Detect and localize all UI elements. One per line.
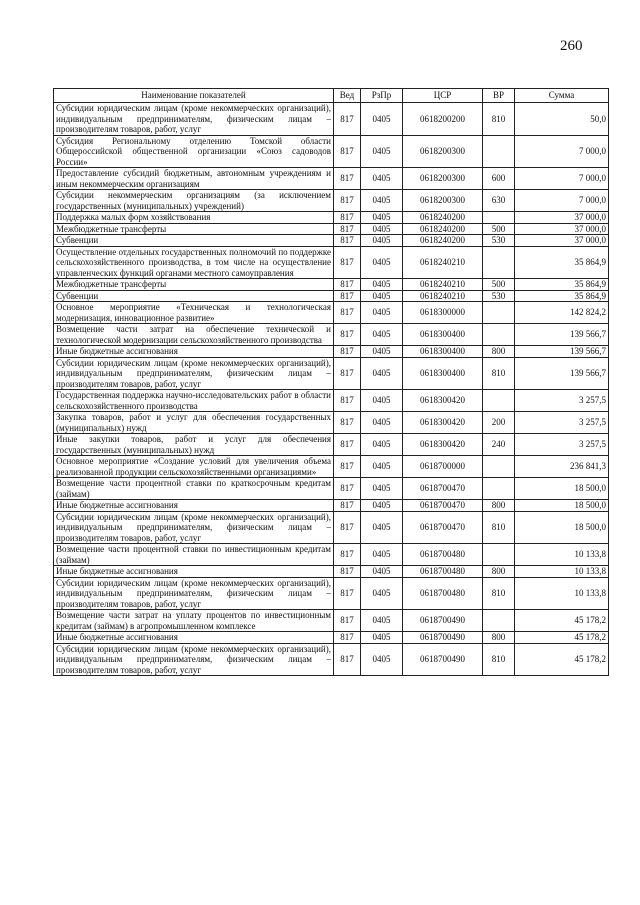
cell-vr: 530 [483,235,515,247]
table-row [54,324,609,346]
table-row [54,246,609,279]
cell-rzpr: 0405 [361,346,403,358]
cell-rzpr: 0405 [361,456,403,478]
cell-vr: 530 [483,290,515,302]
table-header-row [54,89,609,103]
cell-ved: 817 [334,212,361,224]
table-row [54,511,609,544]
table-row [54,434,609,456]
table-row [54,302,609,324]
cell-csr: 0618300400 [403,346,483,358]
table-row [54,500,609,512]
table-row [54,610,609,632]
cell-ved: 817 [334,302,361,324]
cell-ved: 817 [334,135,361,168]
cell-name: Субсидии юридическим лицам (кроме некоммерческих организаций), индивидуальным предпринимателям, физическим лицам – производителям товаров, работ, услуг [54,643,334,676]
cell-name: Иные бюджетные ассигнования [54,632,334,644]
cell-name: Закупка товаров, работ и услуг для обеспечения государственных (муниципальных) нужд [54,412,334,434]
cell-sum: 45 178,2 [515,643,609,676]
cell-name: Возмещение части затрат на обеспечение технической и технологической модернизации сельскохозяйственного производства [54,324,334,346]
cell-csr: 0618700490 [403,610,483,632]
table-row [54,135,609,168]
cell-ved: 817 [334,246,361,279]
cell-sum: 139 566,7 [515,346,609,358]
cell-name: Основное мероприятие «Создание условий для увеличения объема реализованной продукции сельскохозяйственными организациями» [54,456,334,478]
cell-name: Субвенции [54,235,334,247]
cell-ved: 817 [334,324,361,346]
cell-rzpr: 0405 [361,302,403,324]
cell-name: Поддержка малых форм хозяйствования [54,212,334,224]
cell-rzpr: 0405 [361,500,403,512]
cell-ved: 817 [334,632,361,644]
cell-rzpr: 0405 [361,643,403,676]
cell-name: Субсидия Региональному отделению Томской области Общероссийской общественной организации «Союз садоводов России» [54,135,334,168]
table-row [54,212,609,224]
table-row [54,412,609,434]
cell-sum: 18 500,0 [515,478,609,500]
cell-name: Иные бюджетные ассигнования [54,566,334,578]
cell-csr: 0618300420 [403,434,483,456]
cell-ved: 817 [334,346,361,358]
cell-vr: 500 [483,223,515,235]
cell-csr: 0618300420 [403,412,483,434]
cell-rzpr: 0405 [361,135,403,168]
cell-vr: 500 [483,279,515,291]
cell-sum: 35 864,9 [515,246,609,279]
cell-ved: 817 [334,235,361,247]
cell-rzpr: 0405 [361,610,403,632]
cell-rzpr: 0405 [361,544,403,566]
cell-rzpr: 0405 [361,223,403,235]
cell-name: Субсидии юридическим лицам (кроме некоммерческих организаций), индивидуальным предпринимателям, физическим лицам – производителям товаров, работ, услуг [54,103,334,136]
cell-name: Межбюджетные трансферты [54,279,334,291]
cell-name: Основное мероприятие «Техническая и технологическая модернизация, инновационное развитие» [54,302,334,324]
cell-ved: 817 [334,500,361,512]
cell-sum: 37 000,0 [515,212,609,224]
cell-ved: 817 [334,190,361,212]
cell-name: Возмещение части затрат на уплату процентов по инвестиционным кредитам (займам) в агропромышленном комплексе [54,610,334,632]
cell-rzpr: 0405 [361,235,403,247]
cell-ved: 817 [334,279,361,291]
cell-vr [483,610,515,632]
cell-name: Иные закупки товаров, работ и услуг для обеспечения государственных (муниципальных) нужд [54,434,334,456]
cell-csr: 0618300000 [403,302,483,324]
cell-vr [483,246,515,279]
cell-rzpr: 0405 [361,412,403,434]
cell-vr [483,456,515,478]
cell-vr: 810 [483,103,515,136]
cell-vr [483,302,515,324]
cell-rzpr: 0405 [361,324,403,346]
cell-sum: 7 000,0 [515,168,609,190]
cell-name: Иные бюджетные ассигнования [54,346,334,358]
cell-ved: 817 [334,456,361,478]
cell-csr: 0618300400 [403,324,483,346]
cell-csr: 0618240200 [403,212,483,224]
cell-name: Субсидии юридическим лицам (кроме некоммерческих организаций), индивидуальным предпринимателям, физическим лицам – производителям товаров, работ, услуг [54,577,334,610]
cell-vr: 810 [483,643,515,676]
cell-sum: 7 000,0 [515,135,609,168]
cell-csr: 0618200300 [403,168,483,190]
table-row [54,478,609,500]
cell-sum: 139 566,7 [515,357,609,390]
table-row [54,577,609,610]
table-row [54,103,609,136]
table-row [54,190,609,212]
cell-ved: 817 [334,168,361,190]
table-row [54,290,609,302]
cell-ved: 817 [334,511,361,544]
cell-sum: 142 824,2 [515,302,609,324]
header-ved: Вед [334,89,361,103]
cell-sum: 3 257,5 [515,412,609,434]
cell-vr: 810 [483,511,515,544]
cell-rzpr: 0405 [361,290,403,302]
cell-csr: 0618200300 [403,190,483,212]
cell-ved: 817 [334,544,361,566]
header-rzpr: РзПр [361,89,403,103]
table-row [54,456,609,478]
cell-vr [483,212,515,224]
cell-name: Возмещение части процентной ставки по инвестиционным кредитам (займам) [54,544,334,566]
cell-ved: 817 [334,412,361,434]
cell-vr: 240 [483,434,515,456]
cell-sum: 10 133,8 [515,566,609,578]
cell-ved: 817 [334,577,361,610]
cell-rzpr: 0405 [361,246,403,279]
cell-csr: 0618200200 [403,103,483,136]
table-row [54,632,609,644]
cell-sum: 35 864,9 [515,290,609,302]
table-row [54,643,609,676]
table-row [54,235,609,247]
cell-csr: 0618300420 [403,390,483,412]
cell-rzpr: 0405 [361,577,403,610]
cell-rzpr: 0405 [361,212,403,224]
cell-sum: 18 500,0 [515,500,609,512]
cell-csr: 0618700470 [403,500,483,512]
cell-vr [483,390,515,412]
cell-sum: 37 000,0 [515,223,609,235]
table-row [54,357,609,390]
cell-csr: 0618700480 [403,566,483,578]
cell-sum: 10 133,8 [515,577,609,610]
cell-sum: 45 178,2 [515,632,609,644]
cell-vr [483,324,515,346]
header-csr: ЦСР [403,89,483,103]
cell-vr [483,544,515,566]
cell-ved: 817 [334,643,361,676]
cell-ved: 817 [334,103,361,136]
cell-vr: 810 [483,577,515,610]
cell-csr: 0618240210 [403,246,483,279]
cell-csr: 0618700470 [403,478,483,500]
header-name: Наименование показателей [54,89,334,103]
table-row [54,544,609,566]
cell-vr: 800 [483,500,515,512]
cell-name: Субсидии некоммерческим организациям (за исключением государственных (муниципальных) учреждений) [54,190,334,212]
header-vr: ВР [483,89,515,103]
header-sum: Сумма [515,89,609,103]
cell-name: Межбюджетные трансферты [54,223,334,235]
table-row [54,566,609,578]
cell-csr: 0618200300 [403,135,483,168]
cell-rzpr: 0405 [361,190,403,212]
cell-vr: 800 [483,566,515,578]
cell-name: Субсидии юридическим лицам (кроме некоммерческих организаций), индивидуальным предпринимателям, физическим лицам – производителям товаров, работ, услуг [54,357,334,390]
cell-vr: 200 [483,412,515,434]
cell-vr: 800 [483,632,515,644]
cell-csr: 0618240200 [403,235,483,247]
cell-rzpr: 0405 [361,279,403,291]
cell-csr: 0618240210 [403,279,483,291]
cell-rzpr: 0405 [361,168,403,190]
cell-csr: 0618700480 [403,577,483,610]
table-body [54,103,609,676]
page-number: 260 [560,38,583,54]
cell-sum: 3 257,5 [515,434,609,456]
cell-csr: 0618700490 [403,632,483,644]
cell-name: Государственная поддержка научно-исследовательских работ в области сельскохозяйственного производства [54,390,334,412]
cell-rzpr: 0405 [361,632,403,644]
cell-sum: 139 566,7 [515,324,609,346]
cell-vr: 600 [483,168,515,190]
cell-name: Субсидии юридическим лицам (кроме некоммерческих организаций), индивидуальным предпринимателям, физическим лицам – производителям товаров, работ, услуг [54,511,334,544]
cell-ved: 817 [334,434,361,456]
cell-vr [483,478,515,500]
cell-ved: 817 [334,390,361,412]
cell-rzpr: 0405 [361,390,403,412]
table-row [54,390,609,412]
cell-sum: 45 178,2 [515,610,609,632]
table-row [54,168,609,190]
table-row [54,279,609,291]
cell-rzpr: 0405 [361,357,403,390]
cell-rzpr: 0405 [361,566,403,578]
cell-name: Осуществление отдельных государственных полномочий по поддержке сельскохозяйственного производства, в том числе на осуществление управленческих функций органами местного самоуправления [54,246,334,279]
cell-name: Возмещение части процентной ставки по краткосрочным кредитам (займам) [54,478,334,500]
cell-csr: 0618700470 [403,511,483,544]
cell-csr: 0618240200 [403,223,483,235]
cell-ved: 817 [334,223,361,235]
cell-ved: 817 [334,610,361,632]
cell-rzpr: 0405 [361,511,403,544]
cell-ved: 817 [334,478,361,500]
cell-csr: 0618700490 [403,643,483,676]
table-row [54,223,609,235]
cell-sum: 37 000,0 [515,235,609,247]
cell-sum: 50,0 [515,103,609,136]
cell-csr: 0618700480 [403,544,483,566]
cell-vr: 800 [483,346,515,358]
cell-name: Субвенции [54,290,334,302]
cell-sum: 10 133,8 [515,544,609,566]
cell-ved: 817 [334,357,361,390]
cell-rzpr: 0405 [361,103,403,136]
cell-sum: 35 864,9 [515,279,609,291]
cell-sum: 18 500,0 [515,511,609,544]
cell-ved: 817 [334,566,361,578]
cell-sum: 3 257,5 [515,390,609,412]
cell-csr: 0618240210 [403,290,483,302]
cell-name: Предоставление субсидий бюджетным, автономным учреждениям и иным некоммерческим организациям [54,168,334,190]
cell-name: Иные бюджетные ассигнования [54,500,334,512]
cell-vr: 630 [483,190,515,212]
cell-sum: 7 000,0 [515,190,609,212]
cell-rzpr: 0405 [361,434,403,456]
cell-ved: 817 [334,290,361,302]
cell-vr [483,135,515,168]
table-row [54,346,609,358]
cell-csr: 0618300400 [403,357,483,390]
cell-rzpr: 0405 [361,478,403,500]
budget-table [53,88,609,676]
cell-sum: 236 841,3 [515,456,609,478]
cell-vr: 810 [483,357,515,390]
cell-csr: 0618700000 [403,456,483,478]
